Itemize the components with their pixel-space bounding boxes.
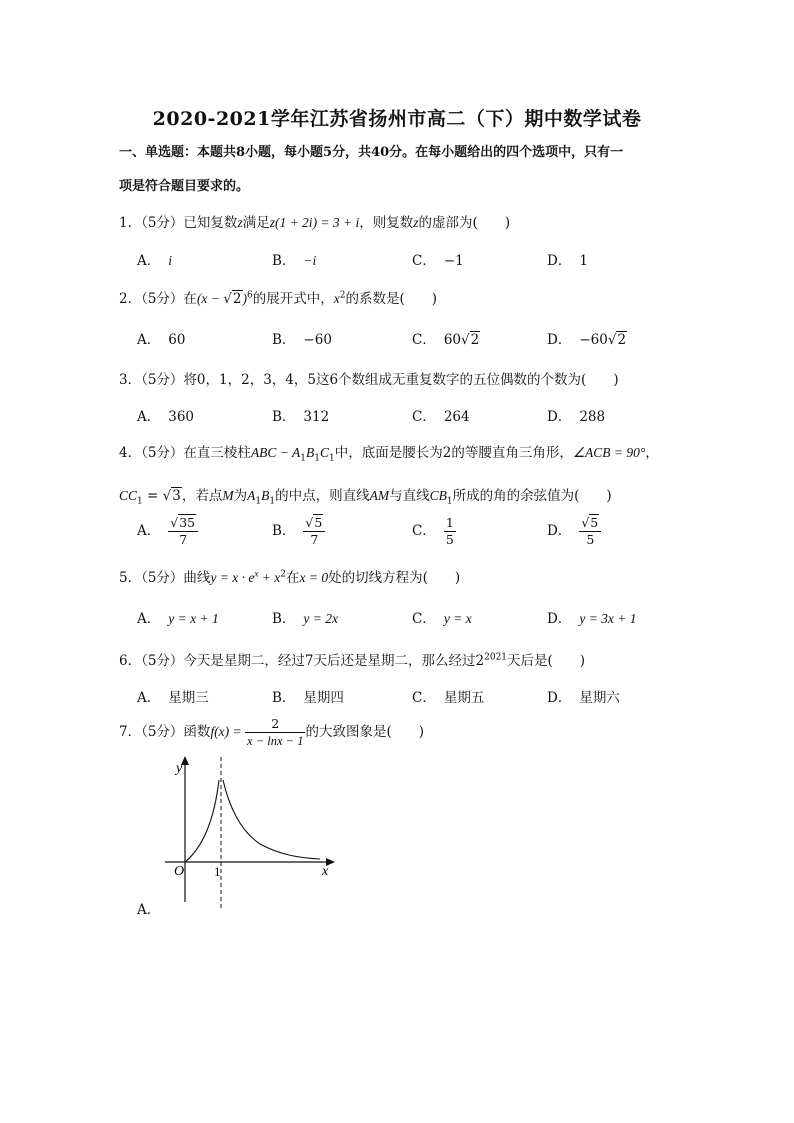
q6-option-c[interactable]: C． 星期五 xyxy=(412,690,485,706)
question-7: 7．（5分）函数f(x) = $\frac{2}{x - \ln x - 1}$ 的大致图象是( ) xyxy=(119,716,425,748)
question-6: 6．（5分）今天是星期二，经过7天后还是星期二，那么经过$2^{2021}$天后是( ) xyxy=(119,652,586,669)
q5-option-d[interactable]: D． y = 3x + 1 xyxy=(547,611,637,627)
q1-option-a[interactable]: A． i xyxy=(137,253,173,269)
q5-option-b[interactable]: B． y = 2x xyxy=(272,611,339,627)
q4-option-b[interactable]: B． $\frac{√5}{7}$ xyxy=(272,515,325,548)
question-1-equation: z(1 + 2i) = 3 + i xyxy=(269,215,360,230)
q5-option-c[interactable]: C． y = x xyxy=(412,611,472,627)
origin-label: O xyxy=(174,864,185,879)
tick-label-1: 1 xyxy=(214,864,221,879)
q4-option-c[interactable]: C． $\frac{1}{5}$ xyxy=(412,515,454,547)
q7-option-a-graph[interactable] xyxy=(150,752,340,922)
function-curve xyxy=(185,780,320,862)
question-1: 1．（5分）已知复数z满足z(1 + 2i) = 3 + i，则复数z的虚部为( ) xyxy=(119,215,511,231)
q1-option-c[interactable]: C． −1 xyxy=(412,253,464,269)
q6-option-a[interactable]: A． 星期三 xyxy=(137,690,209,706)
q4-option-a[interactable]: A． $\frac{√35}{7}$ xyxy=(137,515,198,548)
y-axis-label: y xyxy=(176,761,183,776)
exam-title: 2020-2021学年江苏省扬州市高二（下）期中数学试卷 xyxy=(152,108,642,130)
sqrt-symbol: √2 xyxy=(223,291,242,307)
section-heading-single-choice xyxy=(119,136,689,204)
question-5: 5．（5分）曲线$y = x \cdot e^x + x^2$在x = 0处的切线方程为( ) xyxy=(119,568,461,586)
x-axis-label: x xyxy=(322,864,329,879)
q6-option-b[interactable]: B． 星期四 xyxy=(272,690,344,706)
q1-option-b[interactable]: B． −i xyxy=(272,253,317,269)
q2-option-b[interactable]: B． −60 xyxy=(272,332,332,348)
q4-option-d[interactable]: D． $\frac{√5}{5}$ xyxy=(547,515,601,548)
section-heading-line2: 项是符合题目要求的。 xyxy=(119,179,250,194)
q3-option-d[interactable]: D． 288 xyxy=(547,409,606,425)
q3-option-c[interactable]: C． 264 xyxy=(412,409,470,425)
q5-option-a[interactable]: A． y = x + 1 xyxy=(137,611,219,627)
q2-option-d[interactable]: D． −60√2 xyxy=(547,332,627,348)
question-3: 3．（5分）将0，1，2，3，4，5这6个数组成无重复数字的五位偶数的个数为( ) xyxy=(119,372,619,388)
question-2: 2．（5分）在$(x - √2)^6$的展开式中，$x^2$的系数是( ) xyxy=(119,290,438,307)
q2-option-a[interactable]: A． 60 xyxy=(137,332,186,348)
q7-option-a[interactable]: A． xyxy=(137,902,161,918)
q1-option-d[interactable]: D． 1 xyxy=(547,253,588,269)
question-4-line2: $CC_1 = √3$，若点M为$A_1B_1$的中点，则直线AM与直线$CB_1$所成的角的余弦值为( ) xyxy=(119,488,612,507)
section-heading-line1: 一、单选题：本题共8小题，每小题5分，共40分。在每小题给出的四个选项中，只有一 xyxy=(119,145,624,160)
q3-option-a[interactable]: A． 360 xyxy=(137,409,195,425)
q3-option-b[interactable]: B． 312 xyxy=(272,409,330,425)
q2-option-c[interactable]: C． 60√2 xyxy=(412,332,480,348)
question-4-line1: 4．（5分）在直三棱柱ABC − $A_1B_1C_1$中，底面是腰长为2的等腰直角三角形，∠ACB = 90°， xyxy=(119,445,659,464)
q6-option-d[interactable]: D． 星期六 xyxy=(547,690,620,706)
q7-fraction: $\frac{2}{x - \ln x - 1}$ xyxy=(247,716,304,748)
